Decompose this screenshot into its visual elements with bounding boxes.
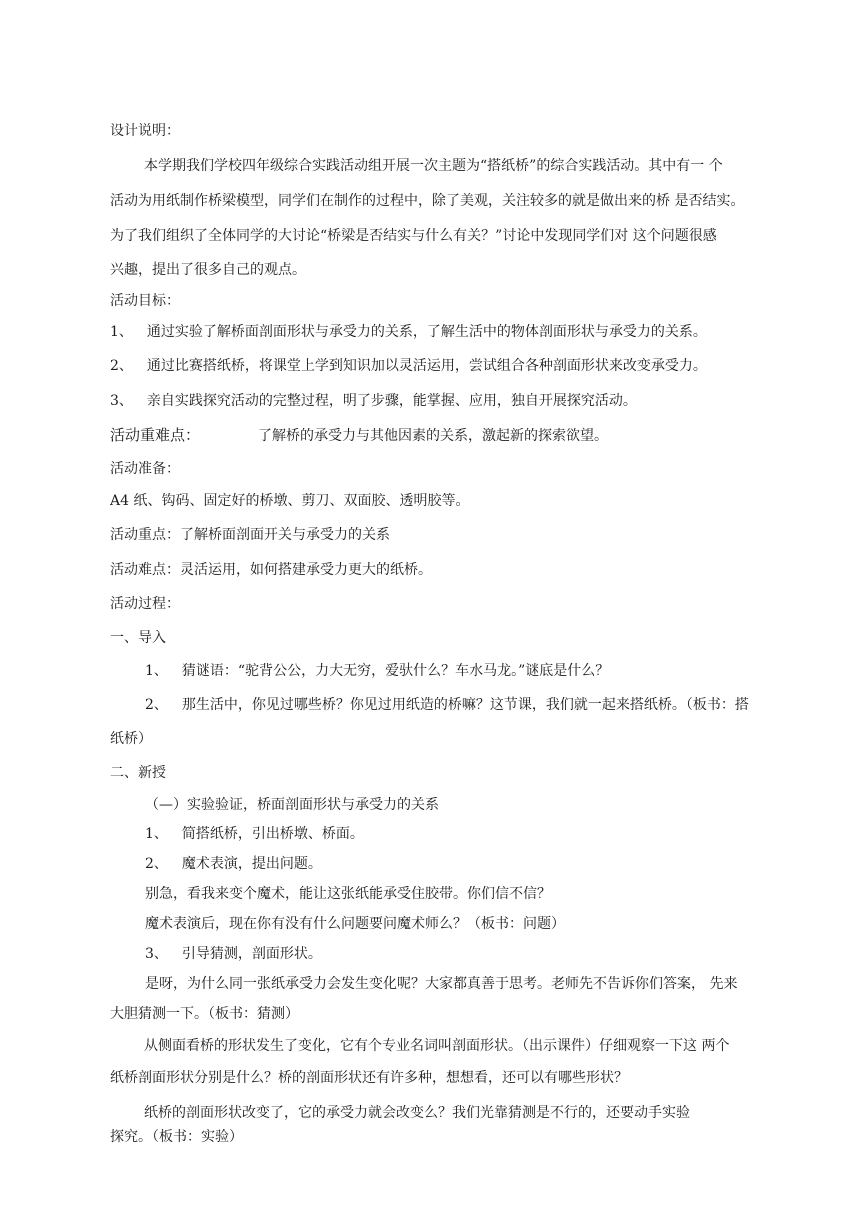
item-number: 1、 xyxy=(145,663,168,679)
section2-title: 二、新授 xyxy=(110,765,166,781)
sub1-title: （—）实验验证，桥面剖面形状与承受力的关系 xyxy=(145,797,439,813)
sub1-item-2 xyxy=(145,854,760,874)
item-text: 猜谜语：“驼背公公，力大无穷，爱驮什么？车水马龙。”谜底是什么？ xyxy=(181,663,610,679)
goal-item-3 xyxy=(110,391,760,411)
goal-item-2 xyxy=(110,356,760,376)
observe-line-2: 纸桥剖面形状分别是什么？桥的剖面形状还有许多种，想想看，还可以有哪些形状？ xyxy=(110,1070,628,1086)
experiment-line-2: 探究。（板书：实验） xyxy=(110,1129,243,1145)
magic-line-1: 别急，看我来变个魔术，能让这张纸能承受住胶带。你们信不信？ xyxy=(145,886,551,902)
item-number: 2、 xyxy=(145,697,168,713)
observe-line-1: 从侧面看桥的形状发生了变化，它有个专业名词叫剖面形状。（出示课件）仔细观察一下这 两个 xyxy=(144,1038,730,1054)
goal-text: 亲自实践探究活动的完整过程，明了步骤，能掌握、应用，独自开展探究活动。 xyxy=(146,393,637,409)
item-text: 那生活中，你见过哪些桥？你见过用纸造的桥嘛？这节课，我们就一起来搭纸桥。（板书：搭 xyxy=(181,697,749,713)
section1-item-1 xyxy=(145,661,760,681)
goal-text: 通过比赛搭纸桥，将课堂上学到知识加以灵活运用，尝试组合各种剖面形状来改变承受力。 xyxy=(146,358,707,374)
section1-title: 一、导入 xyxy=(110,630,166,646)
item-text: 魔术表演，提出问题。 xyxy=(181,856,322,872)
intro-line-2: 活动为用纸制作桥梁模型，同学们在制作的过程中，除了美观，关注较多的就是做出来的桥 是否结实。 xyxy=(110,193,745,209)
sub1-item-1 xyxy=(145,824,760,844)
item-number: 3、 xyxy=(145,946,168,962)
key-point: 活动重点：了解桥面剖面开关与承受力的关系 xyxy=(110,527,390,543)
item-text: 引导猜测，剖面形状。 xyxy=(181,946,322,962)
goal-number: 3、 xyxy=(110,393,133,409)
goal-item-1 xyxy=(110,322,760,342)
intro-line-1: 本学期我们学校四年级综合实践活动组开展一次主题为“搭纸桥”的综合实践活动。其中有一 个 xyxy=(144,158,723,174)
design-title: 设计说明： xyxy=(110,123,180,139)
item-number: 1、 xyxy=(145,826,168,842)
process-title: 活动过程： xyxy=(110,596,180,612)
intro-line-3: 为了我们组织了全体同学的大讨论“桥梁是否结实与什么有关？”讨论中发现同学们对 这个问题很感 xyxy=(110,228,717,244)
prep-text: A4 纸、钩码、固定好的桥墩、剪刀、双面胶、透明胶等。 xyxy=(110,493,470,509)
key-difficult-text: 了解桥的承受力与其他因素的关系，激起新的探索欲望。 xyxy=(258,428,609,444)
experiment-line-1: 纸桥的剖面形状改变了，它的承受力就会改变么？我们光靠猜测是不行的，还要动手实验 xyxy=(144,1105,690,1121)
item-text: 简搭纸桥，引出桥墩、桥面。 xyxy=(181,826,364,842)
difficult-point: 活动难点：灵活运用，如何搭建承受力更大的纸桥。 xyxy=(110,562,432,578)
key-difficult-line xyxy=(110,425,760,446)
guess-line-2: 大胆猜测一下。（板书：猜测） xyxy=(110,1006,299,1022)
goal-text: 通过实验了解桥面剖面形状与承受力的关系，了解生活中的物体剖面形状与承受力的关系。 xyxy=(146,324,707,340)
item-number: 2、 xyxy=(145,856,168,872)
intro-line-4: 兴趣，提出了很多自己的观点。 xyxy=(110,262,306,278)
key-difficult-label: 活动重难点： xyxy=(110,426,201,444)
sub1-item-3 xyxy=(145,944,760,964)
goal-number: 1、 xyxy=(110,324,133,340)
goals-title: 活动目标： xyxy=(110,293,180,309)
section1-item-2 xyxy=(145,695,765,715)
section1-item-2-cont: 纸桥） xyxy=(110,731,152,747)
magic-line-2: 魔术表演后，现在你有没有什么问题要问魔术师么？（板书：问题） xyxy=(145,916,565,932)
guess-line-1: 是呀，为什么同一张纸承受力会发生变化呢？大家都真善于思考。老师先不告诉你们答案， 先来 xyxy=(145,976,738,992)
prep-title: 活动准备： xyxy=(110,461,180,477)
goal-number: 2、 xyxy=(110,358,133,374)
